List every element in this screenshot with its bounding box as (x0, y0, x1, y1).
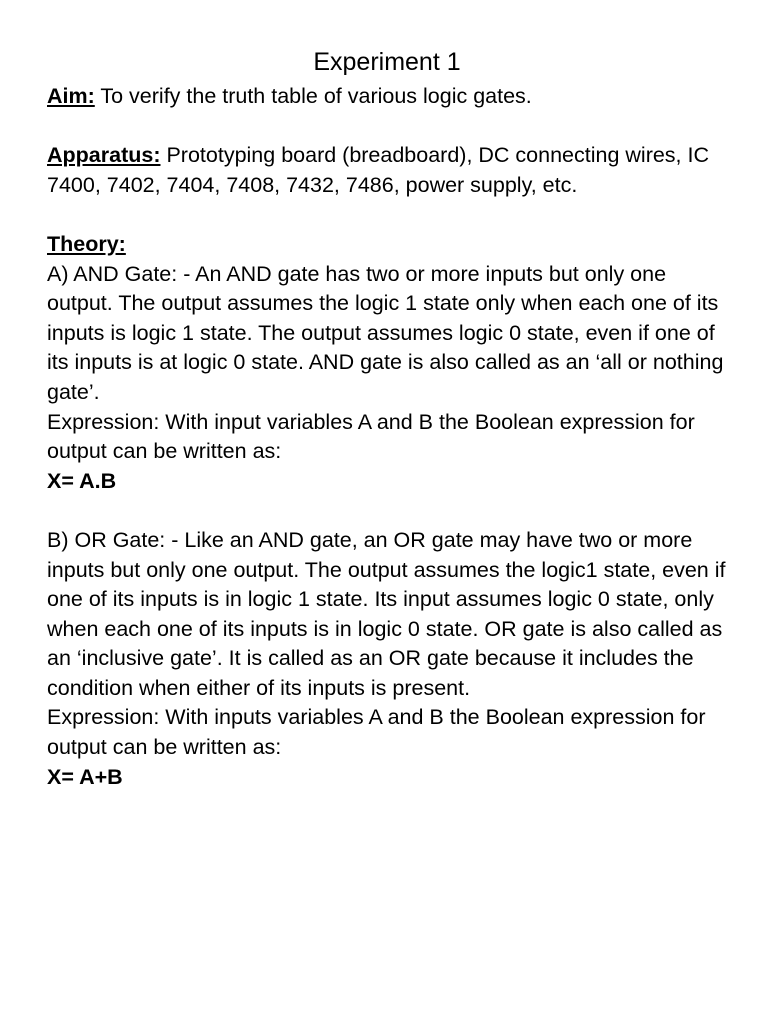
or-gate-expression-text: Expression: With inputs variables A and B the Boolean expression for output can be written as: (47, 705, 706, 760)
and-gate-expression-text: Expression: With input variables A and B the Boolean expression for output can be written as: (47, 409, 695, 464)
theory-label: Theory: (47, 231, 126, 256)
apparatus-text: Prototyping board (breadboard), DC connecting wires, IC 7400, 7402, 7404, 7408, 7432, 7486, power supply, etc. (47, 143, 710, 197)
and-gate-expression: X= A.B (47, 468, 117, 493)
or-gate-expression: X= A+B (47, 764, 123, 789)
and-gate-description: A) AND Gate: - An AND gate has two or more inputs but only one output. The output assumes the logic 1 state only when each one of its inputs is logic 1 state. The output assumes logic 0 state, even if one of its inputs is at logic 0 state. AND gate is also called as an ‘all or nothing gate’. (47, 261, 724, 404)
page-title: Experiment 1 (313, 48, 461, 76)
spacer (47, 200, 727, 230)
document-page (47, 44, 727, 792)
theory-heading-paragraph (47, 230, 727, 260)
spacer (47, 112, 727, 142)
aim-text: To verify the truth table of various logic gates. (94, 84, 532, 108)
spacer (47, 496, 727, 526)
or-gate-description: B) OR Gate: - Like an AND gate, an OR gate may have two or more inputs but only one output. The output assumes the logic1 state, even if one of its inputs is in logic 1 state. Its input assumes logic 0 state, only when each one of its inputs is in logic 0 state. OR gate is also called as an ‘inclusive gate’. It is called as an OR gate because it includes the condition when either of its inputs is present. (47, 527, 726, 700)
apparatus-paragraph (47, 141, 727, 200)
apparatus-label: Apparatus: (47, 143, 161, 168)
aim-label: Aim: (47, 84, 95, 108)
aim-paragraph (47, 82, 727, 112)
